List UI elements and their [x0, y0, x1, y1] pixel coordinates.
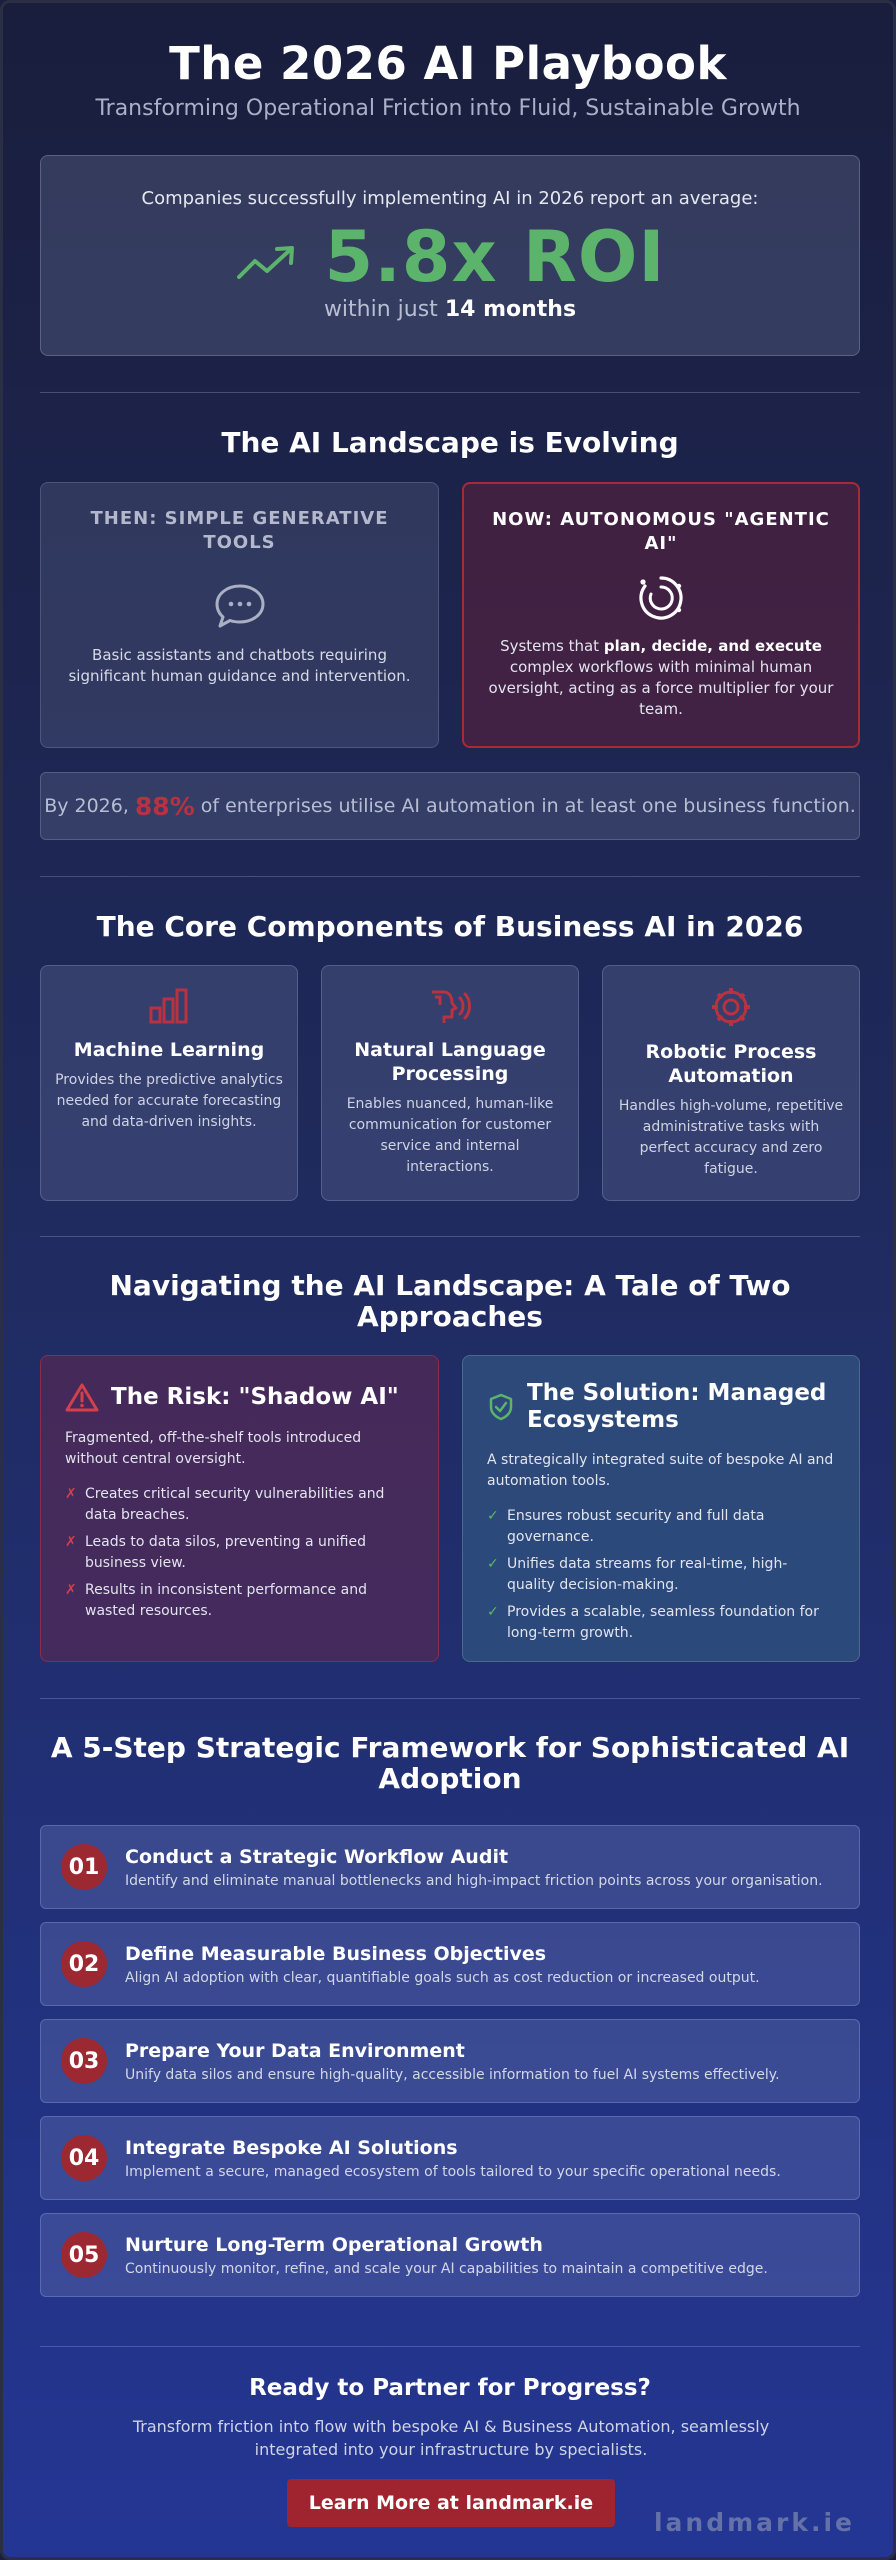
- cta-body: Transform friction into flow with bespoke AI & Business Automation, seamlessly integrated into your infrastructure by specialists.: [132, 2417, 770, 2459]
- risk-point: Leads to data silos, preventing a unified business view.: [85, 1534, 366, 1571]
- step-desc: Continuously monitor, refine, and scale your AI capabilities to maintain a competitive edge.: [125, 2260, 768, 2277]
- roi-timeframe: [41, 297, 859, 322]
- stat-suffix: of enterprises utilise AI automation in at least one business function.: [200, 795, 856, 817]
- list-item: [487, 1554, 835, 1596]
- solution-card: [462, 1355, 860, 1662]
- now-heading: NOW: AUTONOMOUS "AGENTIC AI": [492, 509, 830, 554]
- now-card: [462, 482, 860, 748]
- step-number: 02: [61, 1941, 107, 1987]
- solution-point: Ensures robust security and full data governance.: [507, 1508, 765, 1545]
- cross-icon: ✗: [65, 1582, 77, 1598]
- component-body: Handles high-volume, repetitive administrative tasks with perfect accuracy and zero fatigue.: [618, 1098, 844, 1177]
- page-subtitle: Transforming Operational Friction into Fluid, Sustainable Growth: [95, 96, 801, 121]
- robot-gear-icon: [710, 986, 752, 1028]
- component-title: Machine Learning: [73, 1039, 265, 1061]
- risk-desc: Fragmented, off-the-shelf tools introduced without central oversight.: [65, 1430, 362, 1467]
- components-title: The Core Components of Business AI in 2026: [96, 910, 804, 943]
- solution-title: The Solution: Managed Ecosystems: [527, 1380, 827, 1433]
- speech-head-icon: [426, 986, 474, 1026]
- step-text: [125, 2137, 781, 2180]
- component-title: Natural Language Processing: [354, 1039, 546, 1085]
- divider: [40, 2346, 860, 2347]
- adoption-stat-bar: [40, 772, 860, 840]
- component-card-ml: [40, 965, 298, 1201]
- solution-desc: A strategically integrated suite of bespoke AI and automation tools.: [487, 1452, 834, 1489]
- landscape-title: The AI Landscape is Evolving: [221, 426, 679, 459]
- list-item: [487, 1506, 835, 1548]
- divider: [40, 876, 860, 877]
- risk-heading: [65, 1382, 414, 1412]
- roi-row: [41, 217, 859, 297]
- risk-title: The Risk: "Shadow AI": [111, 1383, 399, 1410]
- framework-step: [40, 1922, 860, 2006]
- roi-card: [40, 155, 860, 356]
- list-item: [65, 1532, 414, 1574]
- then-body: Basic assistants and chatbots requiring significant human guidance and intervention.: [68, 646, 411, 685]
- step-text: [125, 1846, 823, 1889]
- check-icon: ✓: [487, 1556, 499, 1572]
- now-body-prefix: Systems that: [500, 637, 600, 655]
- roi-intro: Companies successfully implementing AI in 2026 report an average:: [141, 188, 759, 209]
- step-title: Prepare Your Data Environment: [125, 2039, 465, 2062]
- solution-heading: [487, 1380, 835, 1434]
- step-desc: Align AI adoption with clear, quantifiable goals such as cost reduction or increased output.: [125, 1969, 760, 1986]
- component-card-nlp: [321, 965, 579, 1201]
- stat-number: 88%: [134, 791, 195, 821]
- risk-point: Creates critical security vulnerabilities and data breaches.: [85, 1486, 385, 1523]
- component-body: Provides the predictive analytics needed for accurate forecasting and data-driven insights.: [55, 1072, 283, 1130]
- step-text: [125, 1943, 760, 1986]
- component-body: Enables nuanced, human-like communication for customer service and internal interactions.: [346, 1096, 554, 1175]
- solution-list: [487, 1506, 835, 1644]
- cta-title: Ready to Partner for Progress?: [249, 2375, 651, 2401]
- framework-step: [40, 2213, 860, 2297]
- step-title: Integrate Bespoke AI Solutions: [125, 2136, 458, 2159]
- step-desc: Implement a secure, managed ecosystem of tools tailored to your specific operational needs.: [125, 2163, 781, 2180]
- bar-chart-icon: [147, 986, 191, 1026]
- now-body-suffix: complex workflows with minimal human oversight, acting as a force multiplier for your team.: [488, 658, 834, 718]
- component-title: Robotic Process Automation: [645, 1041, 817, 1087]
- step-desc: Identify and eliminate manual bottlenecks and high-impact friction points across your organisation.: [125, 1872, 823, 1889]
- risk-card: [40, 1355, 439, 1662]
- brand-watermark: landmark.ie: [653, 2508, 855, 2537]
- check-icon: ✓: [487, 1604, 499, 1620]
- shield-check-icon: [487, 1392, 515, 1422]
- component-card-rpa: [602, 965, 860, 1201]
- step-title: Nurture Long-Term Operational Growth: [125, 2233, 543, 2256]
- approaches-title: Navigating the AI Landscape: A Tale of Two Approaches: [109, 1269, 791, 1333]
- step-number: 04: [61, 2135, 107, 2181]
- list-item: [65, 1484, 414, 1526]
- step-number: 05: [61, 2232, 107, 2278]
- then-icon-wrap: [63, 581, 416, 631]
- framework-step: [40, 2019, 860, 2103]
- trend-up-icon: [235, 243, 299, 283]
- step-text: [125, 2234, 768, 2277]
- roi-value: 5.8x ROI: [324, 216, 666, 298]
- roi-sub-prefix: within just: [323, 297, 438, 322]
- learn-more-button[interactable]: Learn More at landmark.ie: [287, 2479, 615, 2527]
- autonomous-cycle-icon: [635, 572, 687, 624]
- risk-list: [65, 1484, 414, 1622]
- cross-icon: ✗: [65, 1534, 77, 1550]
- now-icon-wrap: [486, 572, 836, 624]
- step-number: 03: [61, 2038, 107, 2084]
- divider: [40, 1236, 860, 1237]
- header: [3, 3, 893, 121]
- then-heading: THEN: SIMPLE GENERATIVE TOOLS: [90, 508, 389, 553]
- now-body: [486, 636, 836, 720]
- then-card: [40, 482, 439, 748]
- list-item: [65, 1580, 414, 1622]
- framework-step: [40, 1825, 860, 1909]
- divider: [40, 1698, 860, 1699]
- solution-point: Unifies data streams for real-time, high-quality decision-making.: [507, 1556, 788, 1593]
- divider: [40, 392, 860, 393]
- solution-point: Provides a scalable, seamless foundation for long-term growth.: [507, 1604, 819, 1641]
- step-desc: Unify data silos and ensure high-quality, accessible information to fuel AI systems effectively.: [125, 2066, 780, 2083]
- step-title: Conduct a Strategic Workflow Audit: [125, 1845, 509, 1868]
- risk-point: Results in inconsistent performance and wasted resources.: [85, 1582, 367, 1619]
- cross-icon: ✗: [65, 1486, 77, 1502]
- check-icon: ✓: [487, 1508, 499, 1524]
- page-title: The 2026 AI Playbook: [169, 37, 727, 90]
- step-title: Define Measurable Business Objectives: [125, 1942, 547, 1965]
- chat-bubble-icon: [213, 581, 267, 631]
- roi-sub-highlight: 14 months: [444, 297, 577, 322]
- step-number: 01: [61, 1844, 107, 1890]
- warning-triangle-icon: [65, 1382, 99, 1412]
- list-item: [487, 1602, 835, 1644]
- now-body-bold: plan, decide, and execute: [603, 637, 822, 655]
- step-text: [125, 2040, 780, 2083]
- stat-prefix: By 2026,: [44, 795, 129, 817]
- framework-step: [40, 2116, 860, 2200]
- framework-title: A 5-Step Strategic Framework for Sophisticated AI Adoption: [50, 1731, 850, 1795]
